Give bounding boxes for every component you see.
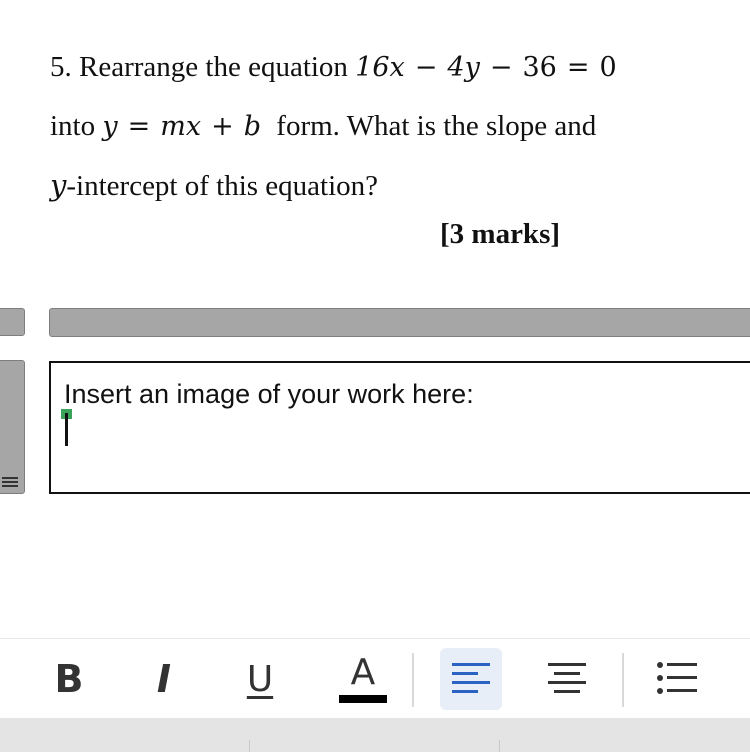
drag-handle-icon[interactable]: [2, 477, 18, 487]
bulleted-list-icon: [657, 661, 697, 697]
equation-term: 4y: [447, 52, 480, 83]
question-line-2: [50, 97, 710, 156]
underline-button[interactable]: U: [246, 658, 274, 700]
question-line-3: [50, 156, 710, 215]
form-term: y: [102, 111, 118, 142]
bold-button[interactable]: B: [54, 657, 84, 701]
left-frame-top: [0, 308, 25, 336]
equation-operator: −: [414, 52, 438, 83]
align-center-icon: [548, 661, 586, 697]
left-frame-handle[interactable]: [0, 360, 25, 494]
strip-divider: [249, 740, 250, 752]
question-form-suffix: form. What is the slope and: [276, 110, 597, 142]
equation-operator: =: [566, 52, 590, 83]
question-number: 5.: [50, 51, 72, 83]
text-color-swatch: [339, 695, 387, 703]
marks-label: [3 marks]: [440, 218, 561, 250]
strip-divider: [499, 740, 500, 752]
text-color-button[interactable]: [332, 648, 394, 710]
question-text: [50, 38, 710, 215]
equation-term: 36: [522, 52, 557, 83]
equation-term: 16x: [355, 52, 405, 83]
equation-operator: −: [489, 52, 513, 83]
answer-input-box[interactable]: [49, 361, 750, 494]
formatting-toolbar: [0, 638, 750, 719]
question-into: into: [50, 110, 96, 142]
italic-button[interactable]: I: [156, 657, 172, 701]
align-left-button[interactable]: [440, 648, 502, 710]
table-header-bar: [49, 308, 750, 337]
toolbar-divider: [412, 653, 414, 707]
align-center-button[interactable]: [536, 648, 598, 710]
answer-prompt-text: Insert an image of your work here:: [64, 379, 474, 409]
question-intro: Rearrange the equation: [79, 51, 348, 83]
form-operator: =: [127, 111, 151, 142]
form-term: mx: [160, 111, 202, 142]
text-cursor: [65, 413, 68, 446]
question-line-1: [50, 38, 710, 97]
equation-term: 0: [599, 52, 617, 83]
bulleted-list-button[interactable]: [646, 648, 708, 710]
form-term: b: [243, 111, 262, 142]
toolbar-divider: [622, 653, 624, 707]
form-operator: +: [211, 111, 234, 142]
question-line-3-text: -intercept of this equation?: [66, 170, 379, 202]
align-left-icon: [452, 661, 490, 697]
keyboard-top-strip: [0, 718, 750, 752]
text-color-letter: A: [350, 652, 376, 693]
intercept-variable: y: [50, 168, 67, 202]
